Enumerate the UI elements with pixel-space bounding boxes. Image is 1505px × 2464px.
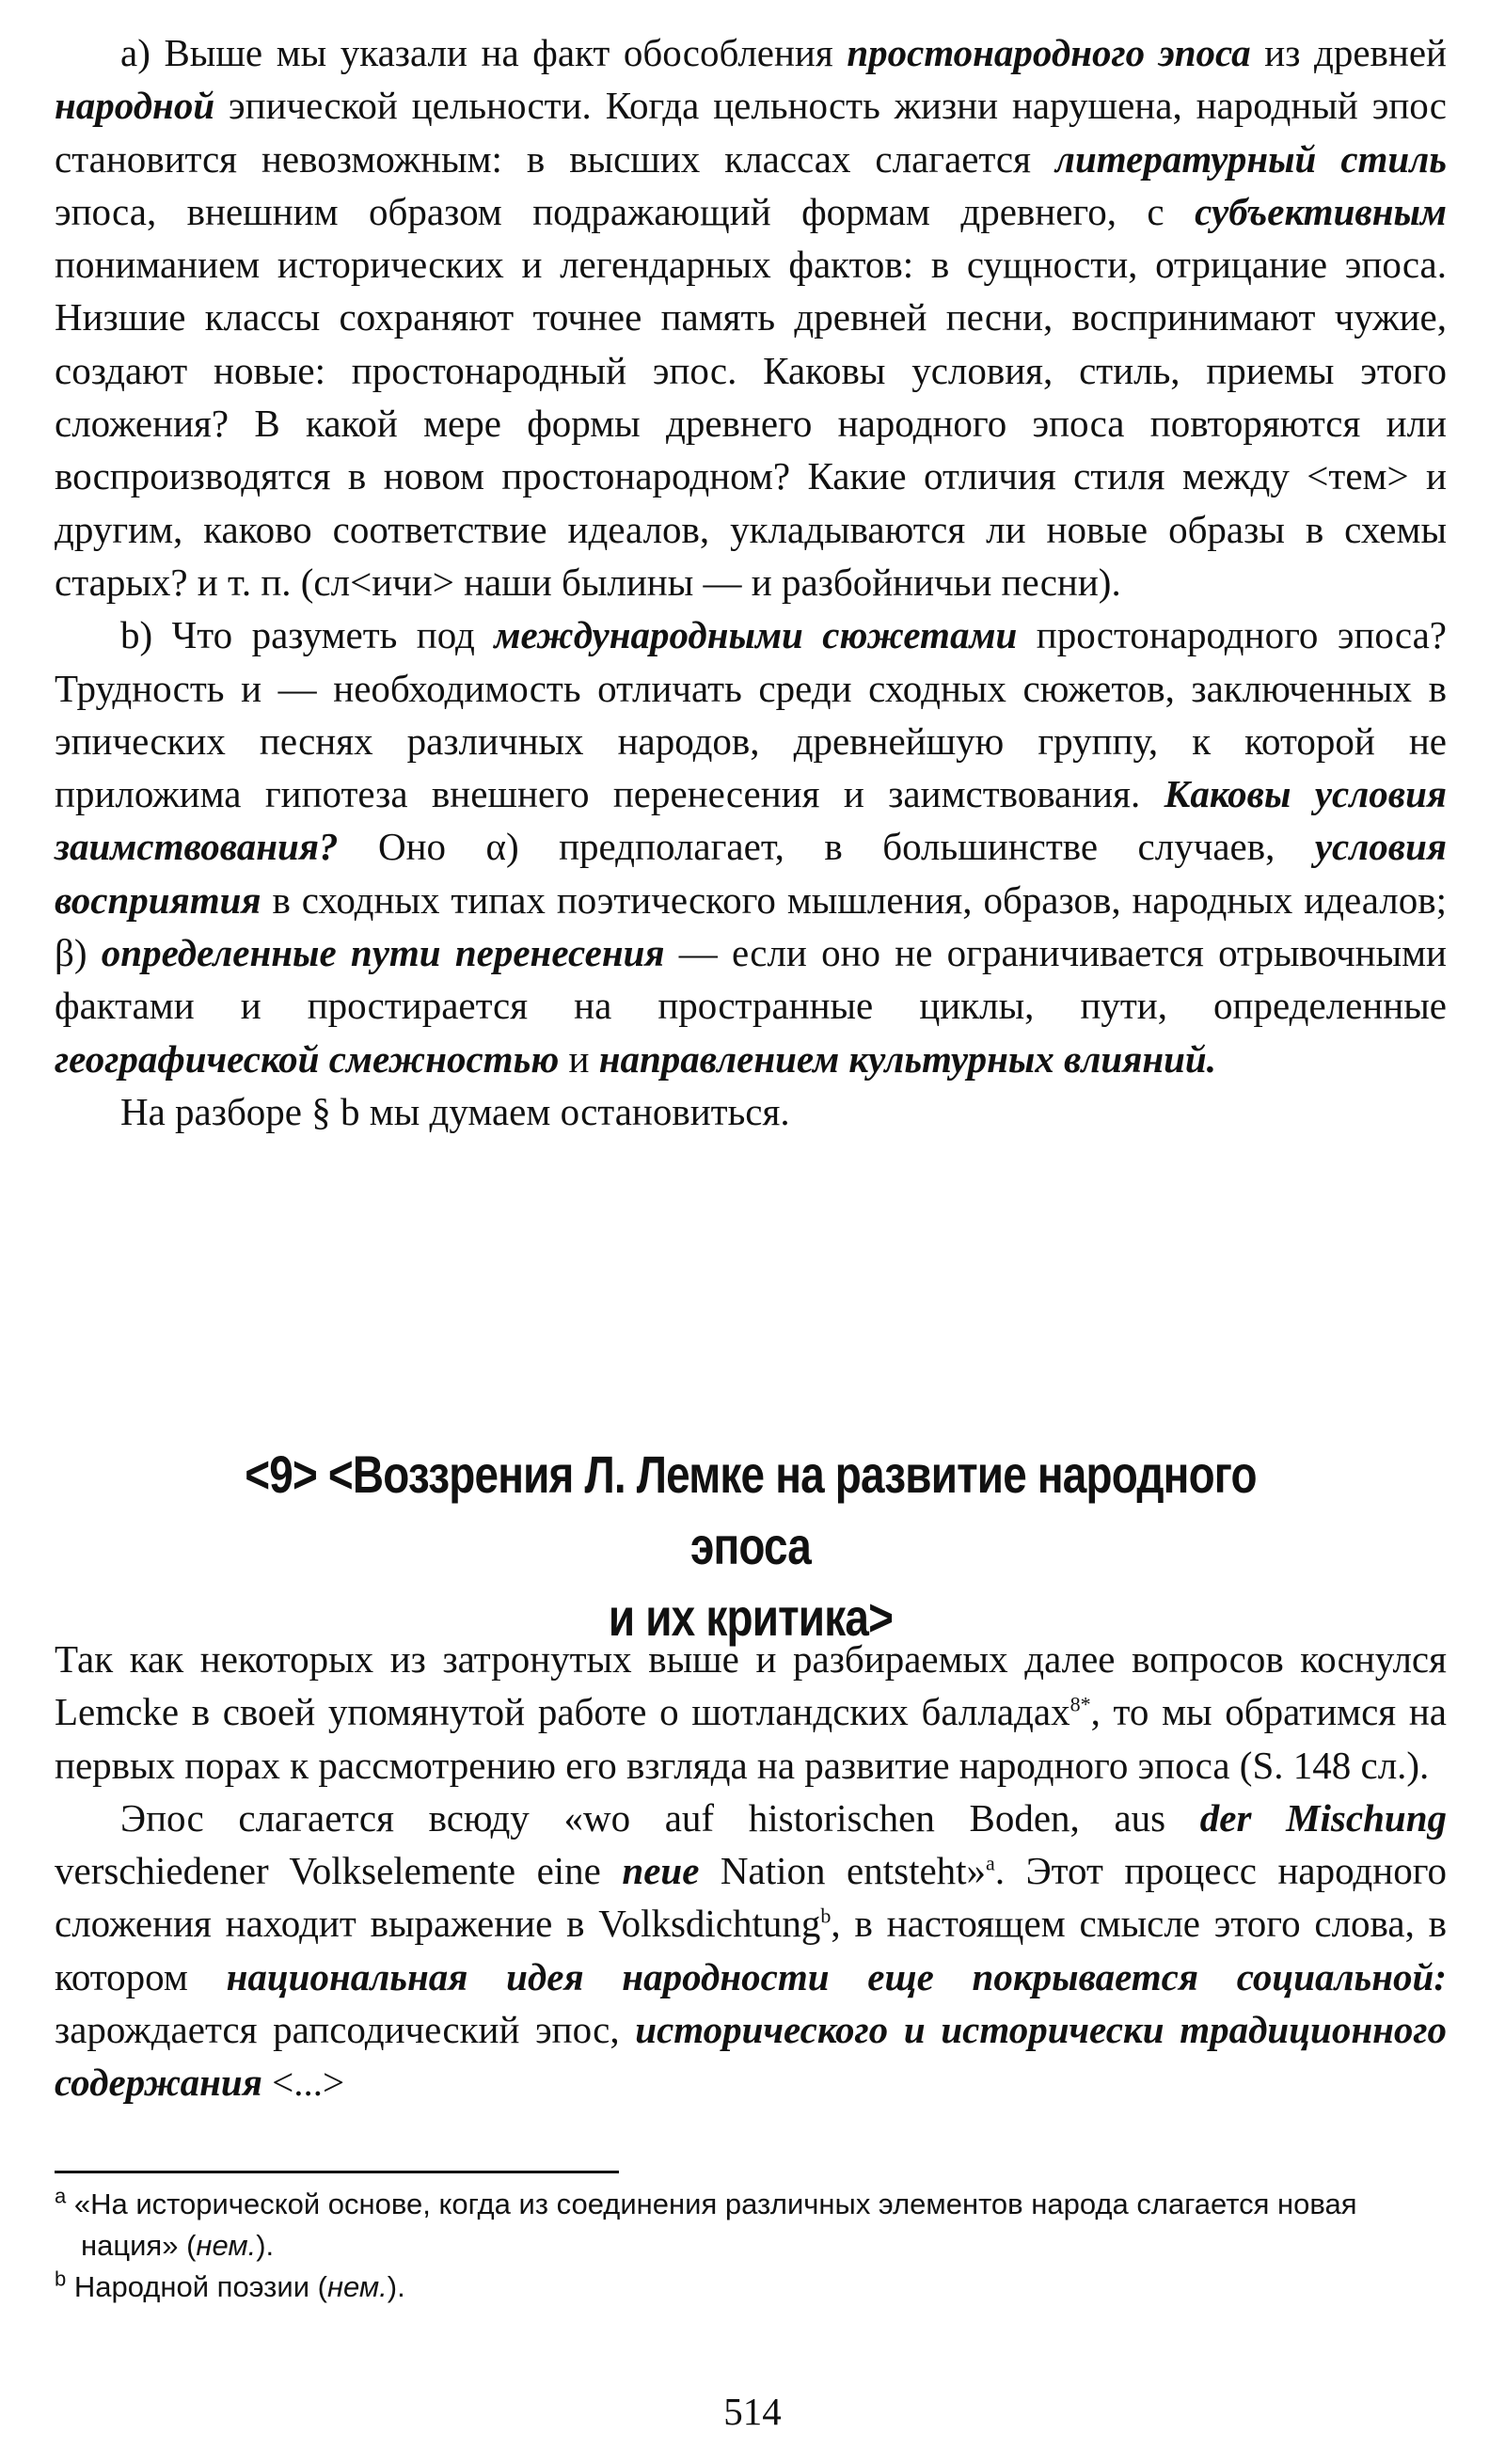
bottom-text-block (55, 1633, 1447, 2109)
page-number: 514 (723, 2390, 782, 2433)
paragraph-a: a) Выше мы указали на факт обособления простонародного эпоса из древней народной эпической цельности. Когда цельность жизни нарушена, народный эпос становится невозможным: в высших классах слагается литературный стиль эпоса, внешним образом подражающий формам древнего, с субъективным пониманием исторических и легендарных фактов: в сущности, отрицание эпоса. Низшие классы сохраняют точнее память древней песни, воспринимают чужие, создают новые: простонародный эпос. Каковы условия, стиль, приемы этого сложения? В какой мере формы древнего народного эпоса повторяются или воспроизводятся в новом простонародном? Какие отличия стиля между <тем> и другим, каково соответствие идеалов, укладываются ли новые образы в схемы старых? и т. п. (сл<ичи> наши былины — и разбойничьи песни). (55, 31, 1447, 604)
paragraph-c: На разборе § b мы думаем остановиться. (120, 1089, 790, 1133)
section-heading-line-2: и их критика> (608, 1587, 894, 1647)
paragraph-b: b) Что разуметь под международными сюжетами простонародного эпоса? Трудность и — необходимость отличать среди сходных сюжетов, заключенных в эпических песнях различных народов, древнейшую группу, к которой не приложима гипотеза внешнего перенесения и заимствования. Каковы условия заимствования? Оно α) предполагает, в большинстве случаев, условия восприятия в сходных типах поэтического мышления, образов, народных идеалов; β) определенные пути перенесения — если оно не ограничивается отрывочными фактами и простирается на пространные циклы, пути, определенные географической смежностью и направлением культурных влияний. (55, 613, 1448, 1081)
footnote-divider (55, 2171, 619, 2173)
paragraph-intro: Так как некоторых из затронутых выше и разбираемых далее вопросов коснулся Lemcke в своей упомянутой работе о шотландских балладах$^{8*}$, то мы обратимся на первых порах к рассмотрению его взгляда на развитие народного эпоса (S. 148 сл.). (55, 1637, 1447, 1787)
footnote-a: $^a$ «На исторической основе, когда из соединения различных элементов народа слагается новая нация» (нем.). (55, 2184, 1357, 2262)
section-heading (180, 1439, 1322, 1653)
footnote-marker-a: a (986, 1851, 995, 1875)
footnote-b: $^b$ Народной поэзии (нем.). (55, 2267, 405, 2303)
top-text-block (55, 26, 1447, 1138)
footnote-marker-b: b (820, 1903, 832, 1928)
note-reference: 8* (1069, 1692, 1091, 1716)
footnotes (55, 2184, 1447, 2308)
section-heading-line-1: <9> <Воззрения Л. Лемке на развитие народного эпоса (245, 1445, 1257, 1575)
paragraph-epos: Эпос слагается всюду «wo auf historischen Boden, aus der Mischung verschiedener Volkselemente eine neue Nation entsteht»$^a$. Этот процесс народного сложения находит выражение в Volksdichtung$^b$, в настоящем смысле этого слова, в котором национальная идея народности еще покрывается социальной: зарождается рапсодический эпос, исторического и исторически традиционного содержания <...> (55, 1795, 1447, 2105)
